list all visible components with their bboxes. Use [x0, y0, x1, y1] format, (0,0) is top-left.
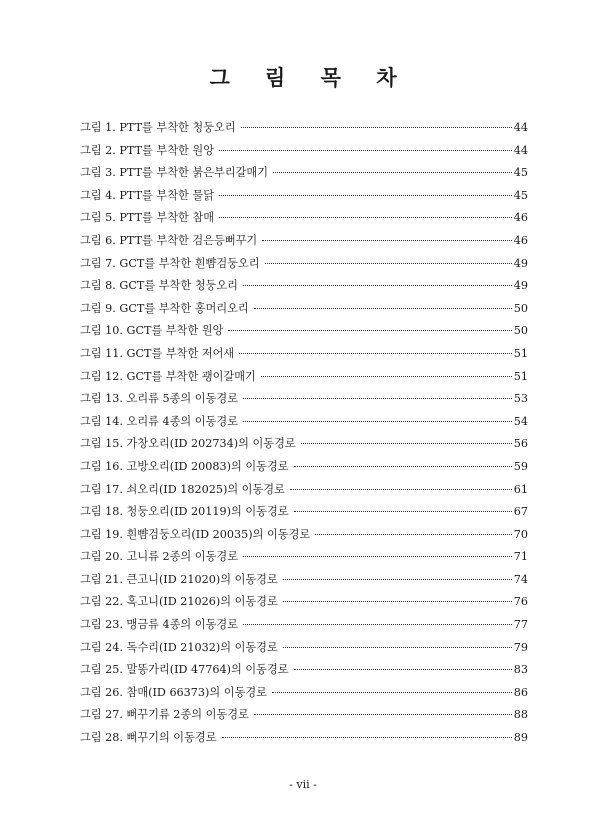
toc-entry-page-number: 67 [513, 505, 528, 519]
toc-entry[interactable] [80, 684, 528, 707]
toc-entry-label: 그림 11. GCT를 부착한 저어새 [80, 346, 235, 360]
dot-leader [261, 376, 512, 377]
toc-entry-page-number: 53 [513, 392, 528, 406]
dot-leader [243, 285, 512, 286]
toc-entry-page-number: 88 [513, 708, 528, 722]
toc-entry-page-number: 49 [513, 256, 528, 270]
dot-leader [273, 172, 512, 173]
toc-entry-label: 그림 16. 고방오리(ID 20083)의 이동경로 [80, 459, 289, 473]
toc-entry-label: 그림 20. 고니류 2종의 이동경로 [80, 550, 239, 564]
toc-entry[interactable] [80, 232, 528, 255]
dot-leader [243, 398, 512, 399]
toc-entry-label: 그림 1. PTT를 부착한 청둥오리 [80, 121, 236, 134]
toc-entry-page-number: 86 [513, 685, 528, 699]
toc-entry-label: 그림 8. GCT를 부착한 청둥오리 [80, 279, 238, 293]
toc-entry-page-number: 45 [513, 166, 528, 180]
dot-leader [239, 353, 512, 354]
toc-entry-page-number: 51 [513, 369, 528, 383]
toc-entry-page-number: 59 [513, 459, 528, 473]
toc-entry-page-number: 46 [513, 211, 528, 225]
toc-entry[interactable] [80, 368, 528, 391]
dot-leader [294, 466, 512, 467]
toc-entry-label: 그림 7. GCT를 부착한 흰뺨검둥오리 [80, 256, 260, 270]
toc-entry[interactable] [80, 142, 528, 165]
dot-leader [228, 330, 511, 331]
toc-entry-label: 그림 17. 쇠오리(ID 182025)의 이동경로 [80, 482, 285, 496]
dot-leader [262, 240, 512, 241]
toc-entry[interactable] [80, 729, 528, 752]
dot-leader [219, 150, 512, 151]
toc-entry[interactable] [80, 616, 528, 639]
toc-entry[interactable] [80, 164, 528, 187]
toc-entry-label: 그림 2. PTT를 부착한 원앙 [80, 143, 215, 157]
dot-leader [222, 737, 512, 738]
toc-entry[interactable] [80, 458, 528, 481]
toc-entry-label: 그림 6. PTT를 부착한 검은등뻐꾸기 [80, 233, 258, 247]
toc-entry[interactable] [80, 526, 528, 549]
toc-entry-page-number: 45 [513, 188, 528, 202]
toc-entry[interactable] [80, 481, 528, 504]
toc-entry-page-number: 71 [513, 550, 528, 564]
toc-entry-page-number: 44 [513, 121, 528, 134]
toc-entry-label: 그림 12. GCT를 부착한 괭이갈매기 [80, 369, 256, 383]
toc-entry[interactable] [80, 187, 528, 210]
toc-entry-page-number: 44 [513, 143, 528, 157]
dot-leader [290, 489, 512, 490]
toc-entry-page-number: 54 [513, 414, 528, 428]
toc-entry[interactable] [80, 300, 528, 323]
dot-leader [283, 601, 512, 602]
toc-entry[interactable] [80, 345, 528, 368]
toc-entry-label: 그림 4. PTT를 부착한 물닭 [80, 188, 215, 202]
toc-entry-label: 그림 27. 뻐꾸기류 2종의 이동경로 [80, 708, 249, 722]
dot-leader [265, 263, 512, 264]
toc-entry-label: 그림 14. 오리류 4종의 이동경로 [80, 414, 239, 428]
toc-entry[interactable] [80, 209, 528, 232]
toc-entry[interactable] [80, 503, 528, 526]
dot-leader [219, 217, 512, 218]
dot-leader [243, 624, 512, 625]
toc-entry[interactable] [80, 593, 528, 616]
dot-leader [283, 579, 512, 580]
toc-entry[interactable] [80, 277, 528, 300]
dot-leader [272, 692, 512, 693]
dot-leader [294, 669, 512, 670]
toc-entry-page-number: 50 [513, 324, 528, 338]
dot-leader [254, 308, 512, 309]
dot-leader [241, 127, 512, 128]
toc-entry-label: 그림 19. 흰뺨검둥오리(ID 20035)의 이동경로 [80, 527, 311, 541]
toc-entry-label: 그림 26. 참매(ID 66373)의 이동경로 [80, 685, 267, 699]
toc-entry[interactable] [80, 661, 528, 684]
toc-entry[interactable] [80, 639, 528, 662]
toc-entry-label: 그림 21. 큰고니(ID 21020)의 이동경로 [80, 572, 278, 586]
toc-entry-label: 그림 23. 맹금류 4종의 이동경로 [80, 618, 239, 632]
dot-leader [301, 443, 512, 444]
toc-entry[interactable] [80, 413, 528, 436]
toc-entry-label: 그림 13. 오리류 5종의 이동경로 [80, 392, 239, 406]
toc-entry-page-number: 46 [513, 233, 528, 247]
page-number: - vii - [289, 778, 317, 791]
toc-entry[interactable] [80, 390, 528, 413]
toc-entry[interactable] [80, 322, 528, 345]
toc-entry-page-number: 76 [513, 595, 528, 609]
toc-entry-label: 그림 24. 독수리(ID 21032)의 이동경로 [80, 640, 278, 654]
dot-leader [254, 714, 512, 715]
toc-entry[interactable] [80, 571, 528, 594]
toc-entry-label: 그림 10. GCT를 부착한 원앙 [80, 324, 224, 338]
dot-leader [294, 511, 512, 512]
toc-entry[interactable] [80, 548, 528, 571]
toc-entry-page-number: 51 [513, 346, 528, 360]
toc-entry[interactable] [80, 435, 528, 458]
toc-entry-page-number: 83 [513, 663, 528, 677]
toc-entry-label: 그림 5. PTT를 부착한 참매 [80, 211, 215, 225]
toc-entry-page-number: 70 [513, 527, 528, 541]
toc-entry-page-number: 56 [513, 437, 528, 451]
toc-entry-label: 그림 28. 뻐꾸기의 이동경로 [80, 731, 217, 745]
dot-leader [243, 556, 512, 557]
dot-leader [219, 195, 512, 196]
toc-entry-label: 그림 18. 청둥오리(ID 20119)의 이동경로 [80, 505, 289, 519]
toc-entry[interactable] [80, 119, 528, 142]
toc-entry-label: 그림 3. PTT를 부착한 붉은부리갈매기 [80, 166, 269, 180]
toc-entry-page-number: 61 [513, 482, 528, 496]
dot-leader [315, 534, 512, 535]
toc-entry-label: 그림 15. 가창오리(ID 202734)의 이동경로 [80, 437, 296, 451]
toc-entry-label: 그림 22. 혹고니(ID 21026)의 이동경로 [80, 595, 278, 609]
figure-list [80, 119, 528, 752]
toc-entry[interactable] [80, 706, 528, 729]
toc-entry-page-number: 89 [513, 731, 528, 745]
toc-entry-page-number: 74 [513, 572, 528, 586]
toc-entry-label: 그림 9. GCT를 부착한 홍머리오리 [80, 301, 249, 315]
dot-leader [283, 647, 512, 648]
page-title: 그 림 목 차 [209, 65, 411, 90]
toc-entry-page-number: 79 [513, 640, 528, 654]
toc-entry[interactable] [80, 255, 528, 278]
toc-entry-label: 그림 25. 말똥가리(ID 47764)의 이동경로 [80, 663, 289, 677]
toc-entry-page-number: 50 [513, 301, 528, 315]
dot-leader [243, 421, 512, 422]
toc-entry-page-number: 77 [513, 618, 528, 632]
toc-entry-page-number: 49 [513, 279, 528, 293]
